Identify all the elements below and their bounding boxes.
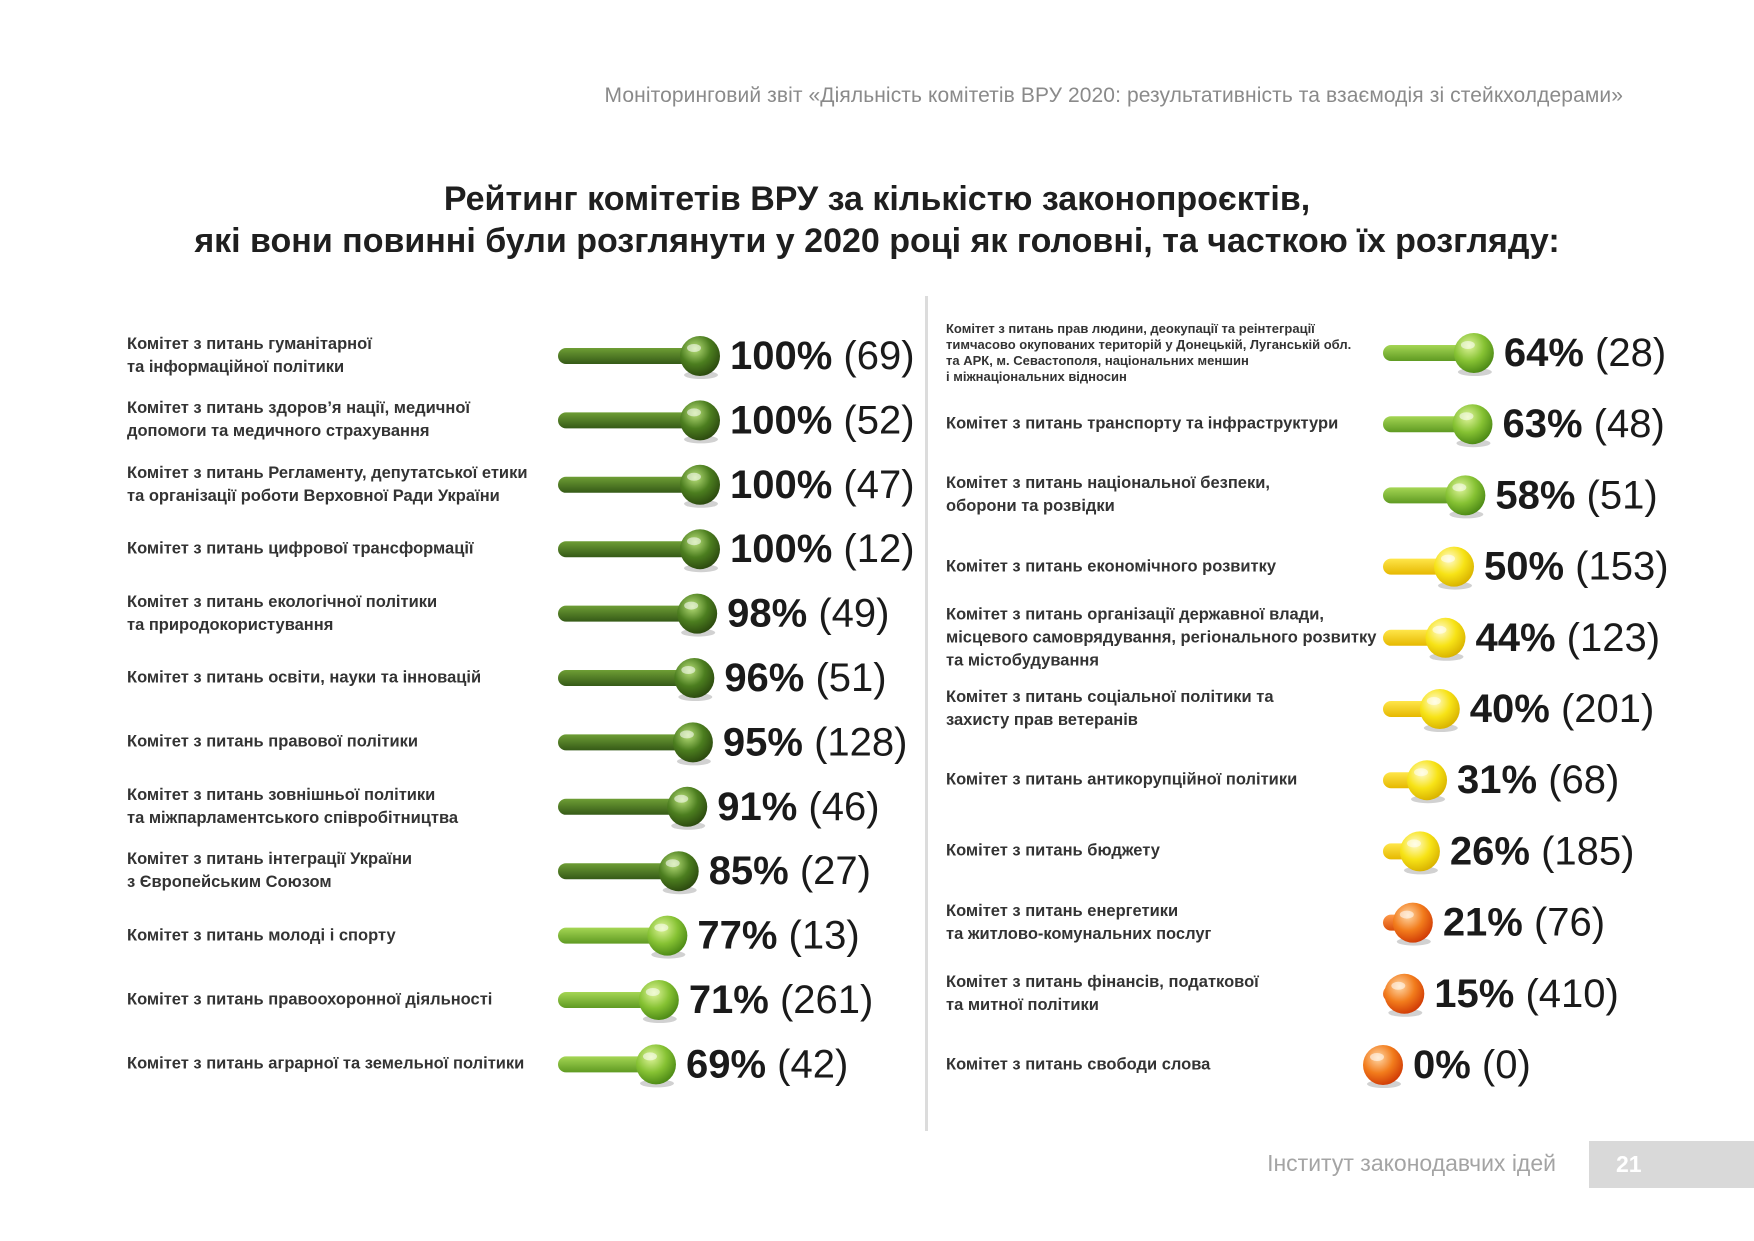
ball-highlight <box>681 666 695 674</box>
ball-highlight <box>1427 697 1441 705</box>
bar <box>558 412 700 428</box>
committee-label: Комітет з питань гуманітарної та інформаційної політики <box>127 335 372 376</box>
bar <box>558 477 700 493</box>
value-label: 91% (46) <box>717 784 880 829</box>
ball-highlight <box>1400 911 1414 919</box>
committee-label: Комітет з питань цифрової трансформації <box>127 539 474 558</box>
committee-label: Комітет з питань Регламенту, депутатської етики та організації роботи Верховної Ради України <box>127 463 528 505</box>
ball-highlight <box>687 473 701 481</box>
committee-label: Комітет з питань енергетики та житлово-комунальних послуг <box>946 901 1212 943</box>
committee-label: Комітет з питань молоді і спорту <box>127 926 396 945</box>
value-label: 40% (201) <box>1469 687 1655 731</box>
bar-end-ball <box>639 980 679 1020</box>
report-title: Моніторинговий звіт «Діяльність комітетів ВРУ 2020: результативність та взаємодія зі стейкхолдерами» <box>604 84 1623 107</box>
value-label: 15% (410) <box>1434 971 1619 1016</box>
value-label: 21% (76) <box>1442 900 1606 945</box>
bar-end-ball <box>1425 618 1465 658</box>
value-label: 26% (185) <box>1449 829 1635 874</box>
value-label: 50% (153) <box>1484 544 1669 589</box>
bar-end-ball <box>1445 475 1485 515</box>
ball-highlight <box>1370 1053 1384 1061</box>
value-label: 98% (49) <box>727 591 890 636</box>
committee-label: Комітет з питань правової політики <box>127 732 419 751</box>
ball-highlight <box>1459 412 1473 420</box>
value-label: 85% (27) <box>708 849 872 894</box>
bar-end-ball <box>1454 333 1494 373</box>
bar-end-ball <box>680 529 720 569</box>
ball-highlight <box>1391 982 1405 990</box>
bar <box>558 348 700 364</box>
committee-label: Комітет з питань екологічної політики та природокористування <box>127 592 438 634</box>
value-label: 100% (52) <box>730 398 915 443</box>
bar-end-ball <box>1434 547 1474 587</box>
bar-end-ball <box>680 465 720 505</box>
ball-highlight <box>1414 768 1428 776</box>
value-label: 69% (42) <box>685 1042 849 1087</box>
value-label: 96% (51) <box>724 656 887 700</box>
bar-end-ball <box>680 336 720 376</box>
committee-label: Комітет з питань свободи слова <box>946 1055 1211 1074</box>
committee-label: Комітет з питань здоров’я нації, медичної допомоги та медичного страхування <box>127 399 471 441</box>
committee-label: Комітет з питань прав людини, деокупації та реінтеграції тимчасово окупованих територій у Донецькій, Луганській обл. та АРК, м. Севастополя, національних меншин і міжнаціональних відносин <box>946 321 1352 384</box>
committee-label: Комітет з питань антикорупційної політики <box>946 770 1298 789</box>
bar-end-ball <box>680 400 720 440</box>
chart-title-line2: які вони повинні були розглянути у 2020 році як головні, та часткою їх розгляду: <box>194 222 1560 260</box>
ball-highlight <box>1441 555 1455 563</box>
bar-end-ball <box>636 1044 676 1084</box>
bar <box>558 734 693 750</box>
footer-organization: Інститут законодавчих ідей <box>1267 1150 1556 1176</box>
bar-end-ball <box>667 787 707 827</box>
ball-highlight <box>654 924 668 932</box>
bar-end-ball <box>1407 760 1447 800</box>
value-label: 44% (123) <box>1475 615 1661 660</box>
committee-label: Комітет з питань соціальної політики та захисту прав ветеранів <box>946 688 1274 729</box>
value-label: 64% (28) <box>1503 331 1667 375</box>
ball-highlight <box>680 730 694 738</box>
value-label: 58% (51) <box>1495 473 1658 518</box>
committee-label: Комітет з питань бюджету <box>946 841 1160 860</box>
value-label: 100% (12) <box>730 527 915 572</box>
bar <box>558 541 700 557</box>
bar-end-ball <box>673 722 713 762</box>
value-label: 63% (48) <box>1502 402 1665 447</box>
committee-label: Комітет з питань зовнішньої політики та міжпарламентського співробітництва <box>127 785 459 827</box>
ball-highlight <box>687 537 701 545</box>
committee-label: Комітет з питань інтеграції України з Європейським Союзом <box>127 850 413 892</box>
ball-highlight <box>687 408 701 416</box>
page-number: 21 <box>1589 1141 1754 1188</box>
bar-end-ball <box>1420 689 1460 729</box>
bar <box>558 670 694 686</box>
ball-highlight <box>1432 626 1446 634</box>
committee-label: Комітет з питань фінансів, податкової та митної політики <box>946 972 1259 1014</box>
committee-label: Комітет з питань аграрної та земельної політики <box>127 1054 525 1073</box>
bar-end-ball <box>659 851 699 891</box>
ball-highlight <box>1452 483 1466 491</box>
ball-highlight <box>687 344 701 352</box>
chart-title-line1: Рейтинг комітетів ВРУ за кількістю законопроєктів, <box>443 180 1311 218</box>
bar-end-ball <box>1384 974 1424 1014</box>
bar-end-ball <box>1393 903 1433 943</box>
ball-highlight <box>1407 839 1421 847</box>
ball-highlight <box>646 988 660 996</box>
ball-highlight <box>666 859 680 867</box>
value-label: 31% (68) <box>1457 758 1620 803</box>
committee-label: Комітет з питань організації державної влади, місцевого самоврядування, регіонального розвитку та містобудування <box>946 605 1377 670</box>
ball-highlight <box>1461 341 1475 349</box>
bar-end-ball <box>674 658 714 698</box>
bar <box>558 606 697 622</box>
committee-label: Комітет з питань правоохоронної діяльності <box>127 990 493 1009</box>
bar-end-ball <box>647 916 687 956</box>
bar-end-ball <box>1363 1045 1403 1085</box>
bar-end-ball <box>677 594 717 634</box>
value-label: 0% (0) <box>1413 1043 1531 1087</box>
value-label: 71% (261) <box>688 978 874 1022</box>
bar-end-ball <box>1452 404 1492 444</box>
bar-end-ball <box>1400 831 1440 871</box>
committee-label: Комітет з питань національної безпеки, оборони та розвідки <box>946 474 1270 516</box>
value-label: 95% (128) <box>722 720 908 765</box>
ball-highlight <box>674 795 688 803</box>
ball-highlight <box>643 1052 657 1060</box>
committee-label: Комітет з питань освіти, науки та інновацій <box>127 668 482 687</box>
value-label: 100% (47) <box>730 462 915 507</box>
committee-label: Комітет з питань економічного розвитку <box>946 557 1277 576</box>
committee-label: Комітет з питань транспорту та інфраструктури <box>946 414 1339 433</box>
ball-highlight <box>684 602 698 610</box>
value-label: 77% (13) <box>697 913 860 958</box>
value-label: 100% (69) <box>730 334 915 378</box>
